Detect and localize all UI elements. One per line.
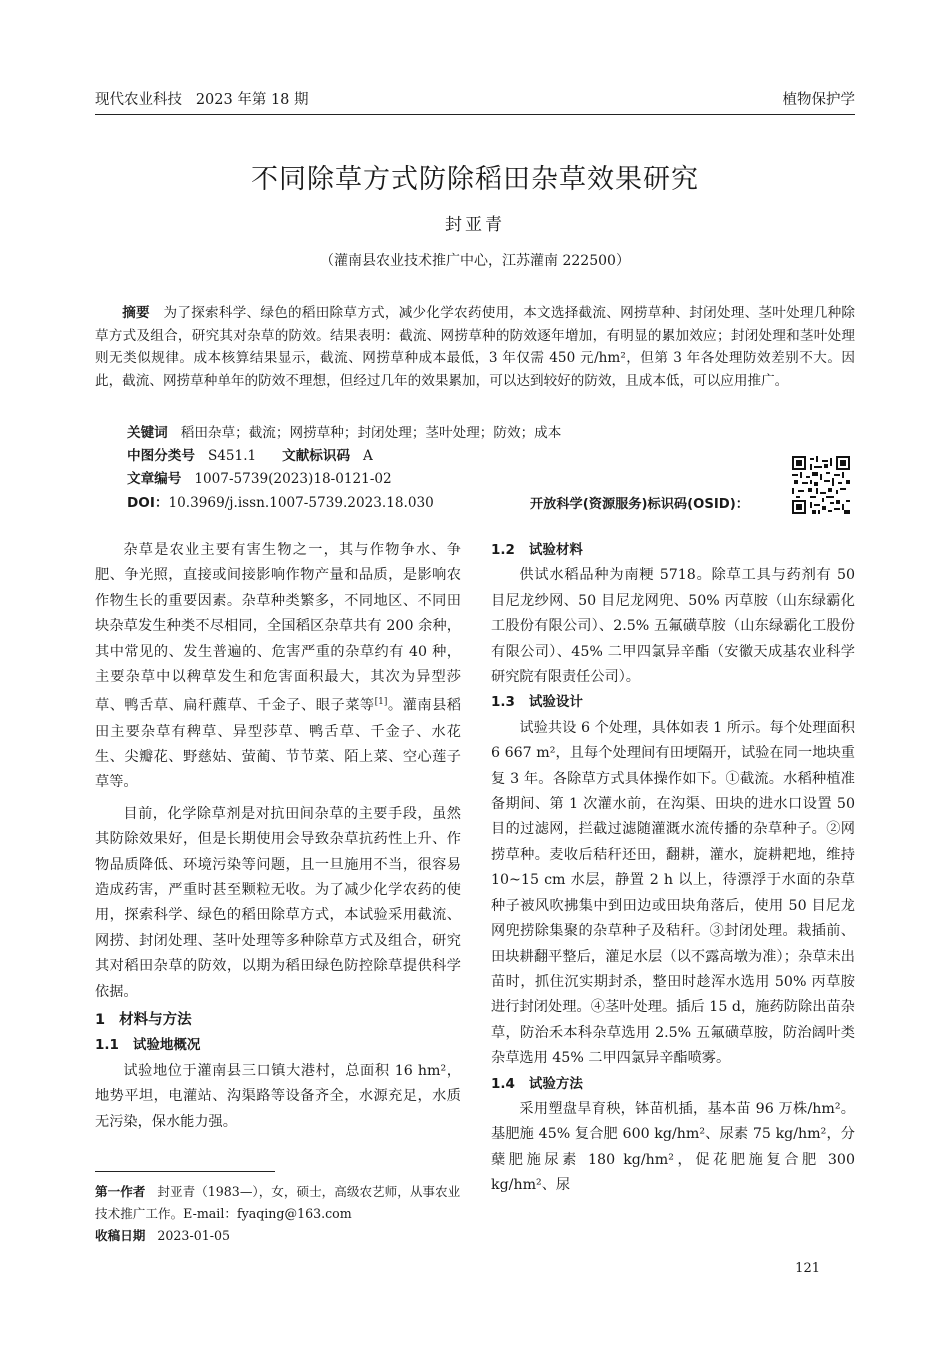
left-column — [95, 538, 461, 1135]
page-number: 121 — [795, 1261, 820, 1276]
author-name: 封亚青 — [445, 215, 505, 235]
section-1-3-text: 试验共设 6 个处理，具体如表 1 所示。每个处理面积 6 667 m²，且每个处理间有田埂隔开，试验在同一地块重复 3 年。各除草方式具体操作如下。①截流。水稻种植准备期间、第 1 次灌水前，在沟渠、田块的进水口设置 50 目的过滤网，拦截过滤随灌溉水流传播的杂草种子。②网捞草种。麦收后秸秆还田，翻耕，灌水，旋耕耙地，维持 10~15 cm 水层，静置 2 h 以上，待漂浮于水面的杂草种子被风吹拂集中到田边或田块角落后，使用 50 目尼龙网兜捞除集聚的杂草种子及秸秆。③封闭处理。栽插前、田块耕翻平整后，灌足水层（以不露高墩为准）；杂草未出苗时，抓住沉实期封杀，整田时趁浑水选用 50% 丙草胺进行封闭处理。④茎叶处理。插后 15 d，施药防除出苗杂草，防治禾本科杂草选用 2.5% 五氟磺草胺，防治阔叶类杂草选用 45% 二甲四氯异辛酯喷雾。 — [491, 719, 855, 1067]
qr-code-icon — [792, 456, 850, 514]
section-1-2-text: 供试水稻品种为南粳 5718。除草工具与药剂有 50 目尼龙纱网、50 目尼龙网兜、50% 丙草胺（山东绿霸化工股份有限公司）、2.5% 五氟磺草胺（山东绿霸化工股份有限公司）、45% 二甲四氯异辛酯（安徽天成基农业科学研究院有限责任公司）。 — [491, 567, 855, 686]
section-1-4-text: 采用塑盘旱育秧，钵苗机插，基本苗 96 万株/hm²。基肥施 45% 复合肥 600 kg/hm²、尿素 75 kg/hm²，分蘖肥施尿素 180 kg/hm²，促花肥施复合肥 300 kg/hm²、尿 — [491, 1100, 855, 1194]
section-heading-1-2: 1.2 试验材料 — [491, 542, 583, 558]
abstract-label: 摘要 — [122, 305, 150, 321]
section-heading-1-1: 1.1 试验地概况 — [95, 1037, 201, 1054]
running-header-section: 植物保护学 — [782, 92, 855, 108]
footnote-rule — [95, 1171, 275, 1172]
osid-label: 开放科学(资源服务)标识码(OSID)： — [530, 497, 749, 512]
section-heading-1-4: 1.4 试验方法 — [491, 1075, 583, 1092]
header-rule — [95, 114, 855, 115]
running-header-left: 现代农业科技 2023 年第 18 期 — [95, 92, 309, 108]
paper-title: 不同除草方式防除稻田杂草效果研究 — [251, 164, 699, 195]
citation-ref: [1] — [374, 697, 388, 708]
abstract-text: 为了探索科学、绿色的稻田除草方式，减少化学农药使用，本文选择截流、网捞草种、封闭处理、茎叶处理几种除草方式及组合，研究其对杂草的防效。结果表明：截流、网捞草种的防效逐年增加，有明显的累加效应；封闭处理和茎叶处理则无类似规律。成本核算结果显示，截流、网捞草种成本最低，3 年仅需 450 元/hm²，但第 3 年各处理防效差别不大。因此，截流、网捞草种单年的防效不理想，但经过几年的效果累加，可以达到较好的防效，且成本低，可以应用推广。 — [95, 305, 855, 389]
article-number: 文章编号 1007-5739(2023)18-0121-02 — [127, 471, 392, 487]
keywords: 关键词 稻田杂草；截流；网捞草种；封闭处理；茎叶处理；防效；成本 — [127, 425, 562, 441]
received-date: 收稿日期 2023-01-05 — [95, 1228, 231, 1243]
footnote — [95, 1181, 461, 1247]
intro-paragraph-1: 杂草是农业主要有害生物之一，其与作物争水、争肥、争光照，直接或间接影响作物产量和品质，是影响农作物生长的重要因素。杂草种类繁多，不同地区、不同田块杂草发生种类不尽相同，全国稻区杂草共有 200 余种，其中常见的、发生普遍的、危害严重的杂草约有 40 种，主要杂草中以稗草发生和危害面积最大，其次为异型莎草、鸭舌草、扁秆藨草、千金子、眼子菜等[1]。灌南县稻田主要杂草有稗草、异型莎草、鸭舌草、千金子、水花生、尖瓣花、野慈姑、萤蔺、节节菜、陌上菜、空心莲子草等。 — [95, 542, 461, 791]
section-heading-1-3: 1.3 试验设计 — [491, 694, 583, 711]
doi: DOI：10.3969/j.issn.1007-5739.2023.18.030 — [127, 495, 434, 511]
classification: 中图分类号 S451.1 文献标识码 A — [127, 448, 373, 464]
section-heading-1: 1 材料与方法 — [95, 1012, 192, 1029]
section-1-1-text: 试验地位于灌南县三口镇大港村，总面积 16 hm²，地势平坦，电灌站、沟渠路等设备齐全，水源充足，水质无污染，保水能力强。 — [95, 1062, 461, 1130]
intro-paragraph-2: 目前，化学除草剂是对抗田间杂草的主要手段，虽然其防除效果好，但是长期使用会导致杂草抗药性上升、作物品质降低、环境污染等问题，且一旦施用不当，很容易造成药害，严重时甚至颗粒无收。为了减少化学农药的使用，探索科学、绿色的稻田除草方式，本试验采用截流、网捞、封闭处理、茎叶处理等多种除草方式及组合，研究其对稻田杂草的防效，以期为稻田绿色防控除草提供科学依据。 — [95, 805, 461, 1000]
first-author-note: 第一作者 封亚青（1983—），女，硕士，高级农艺师，从事农业技术推广工作。E-mail：fyaqing@163.com — [95, 1184, 461, 1221]
right-column — [491, 538, 855, 1199]
affiliation: （灌南县农业技术推广中心，江苏灌南 222500） — [320, 253, 630, 269]
abstract — [95, 302, 855, 392]
